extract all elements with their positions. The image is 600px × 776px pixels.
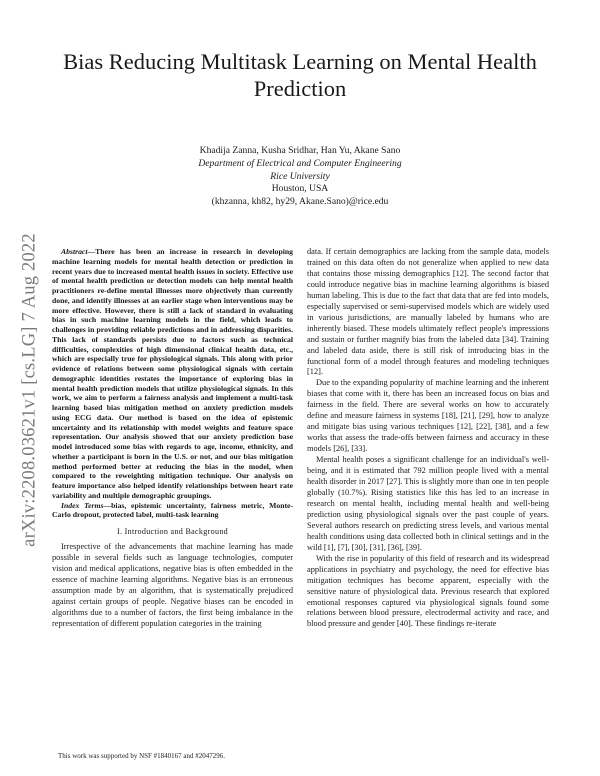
index-terms-label: Index Terms [61,500,104,510]
right-column [307,247,549,630]
author-emails: (khzanna, kh82, hy29, Akane.Sano)@rice.edu [211,195,389,207]
abstract [52,247,293,501]
index-terms-text: —bias, epistemic uncertainty, fairness metric, Monte-Carlo dropout, protected label, multi-task learning [52,500,293,520]
body-paragraph-3: Mental health poses a significant challenge for an individual's well-being, and it is estimated that 792 million people lived with a mental health disorder in 2017 [27]. This is slightly more than one in ten people globally (10.7%). Rising statistics like this has led to an increase in research on mental health, including mental health and well-being prediction using physiological signals over the past couple of years. Several authors research on predicting stress levels, and various mental health conditions using data collected both in clinical settings and in the wild [1], [7], [30], [31], [36], [39]. [307,455,549,552]
left-column [52,247,293,630]
index-terms [52,501,293,521]
author-location: Houston, USA [271,183,329,195]
author-department: Department of Electrical and Computer Engineering [198,158,402,170]
section-heading: I. Introduction and Background [116,527,229,536]
funding-footnote: This work was supported by NSF #1840167 and #2047296. [58,752,226,760]
author-names: Khadija Zanna, Kusha Sridhar, Han Yu, Akane Sano [199,145,401,156]
arxiv-stamp [18,210,42,570]
author-block [100,145,500,208]
abstract-text: —There has been an increase in research in developing machine learning models for mental health detection or prediction in recent years due to increased mental health issues in society. Effective use of mental health prediction or detection models can help mental health practitioners re-define mental illnesses more objectively than currently done, and identify illnesses at an earlier stage when interventions may be more effective. However, there is still a lack of standard in evaluating bias in such machine learning models in the field, which leads to challenges in providing reliable predictions and in addressing disparities. This lack of standards persists due to factors such as technical difficulties, complexities of high dimensional clinical health data, etc., which are especially true for physiological signals. This along with prior evidence of relations between some physiological signals with certain demographic identities restates the importance of exploring bias in mental health prediction models that utilize physiological signals. In this work, we aim to perform a fairness analysis and implement a multi-task learning based bias mitigation method on anxiety prediction models using ECG data. Our method is based on the idea of epistemic uncertainty and its relationship with model weights and feature space representation. Our analysis showed that our anxiety prediction base model introduced some bias with regards to age, income, ethnicity, and whether a participant is born in the U.S. or not, and our bias mitigation method performed better at reducing the bias in the model, when compared to the reweighting mitigation technique. Our analysis on feature importance also helped identify relationships between heart rate variability and multiple demographic groupings. [52,247,293,500]
body-paragraph-4: With the rise in popularity of this field of research and its widespread applications in psychiatry and psychology, the need for effective bias mitigation techniques has become apparent, especially with the sensitive nature of physiological data. Previous research that explored emotional responses captured via physiological signals found some relations between blood pressure, electrodermal activity and race, and blood pressure and gender [40]. These findings re-iterate [307,553,549,629]
arxiv-identifier: arXiv:2208.03621v1 [cs.LG] 7 Aug 2022 [19,233,40,547]
paper-title: Bias Reducing Multitask Learning on Mental Health Prediction [63,49,537,101]
body-paragraph-2: Due to the expanding popularity of machine learning and the inherent biases that come with it, there has been an increased focus on bias and fairness in the field. There are several works on how to accurately define and measure fairness in systems [18], [21], [29], how to analyze and mitigate bias using various techniques [12], [22], [38], and a few works that assess the trade-offs between fairness and accuracy in these models [26], [33]. [307,378,549,454]
abstract-label: Abstract [61,247,88,256]
intro-paragraph: Irrespective of the advancements that machine learning has made possible in several fields such as language technologies, computer vision and medical applications, negative bias is often embedded in the essence of machine learning algorithms. Negative bias is an erroneous assumption made by an algorithm, that is systematically prejudiced against certain groups of people. Negative biases can be encoded in algorithms due to a number of factors, the first being imbalance in the representation of different population categories in the training [52,541,293,628]
body-paragraph-1: data. If certain demographics are lacking from the sample data, models trained on this data often do not generalize when applied to new data that contains those missing demographics [12]. The second factor that could introduce negative bias in machine learning algorithms is biased human labeling. This is due to the fact that data that are fed into models, especially supervised or semi-supervised models which are widely used in various jurisdictions, are manually labeled by humans who are inherently biased. These models ultimately reflect people's impressions and sustain or further magnify bias from the labeled data [34]. Training and labeled data aside, there is still risk of introducing bias in the functional form of a model through features and modeling techniques [12]. [307,247,549,377]
author-university: Rice University [270,170,330,182]
